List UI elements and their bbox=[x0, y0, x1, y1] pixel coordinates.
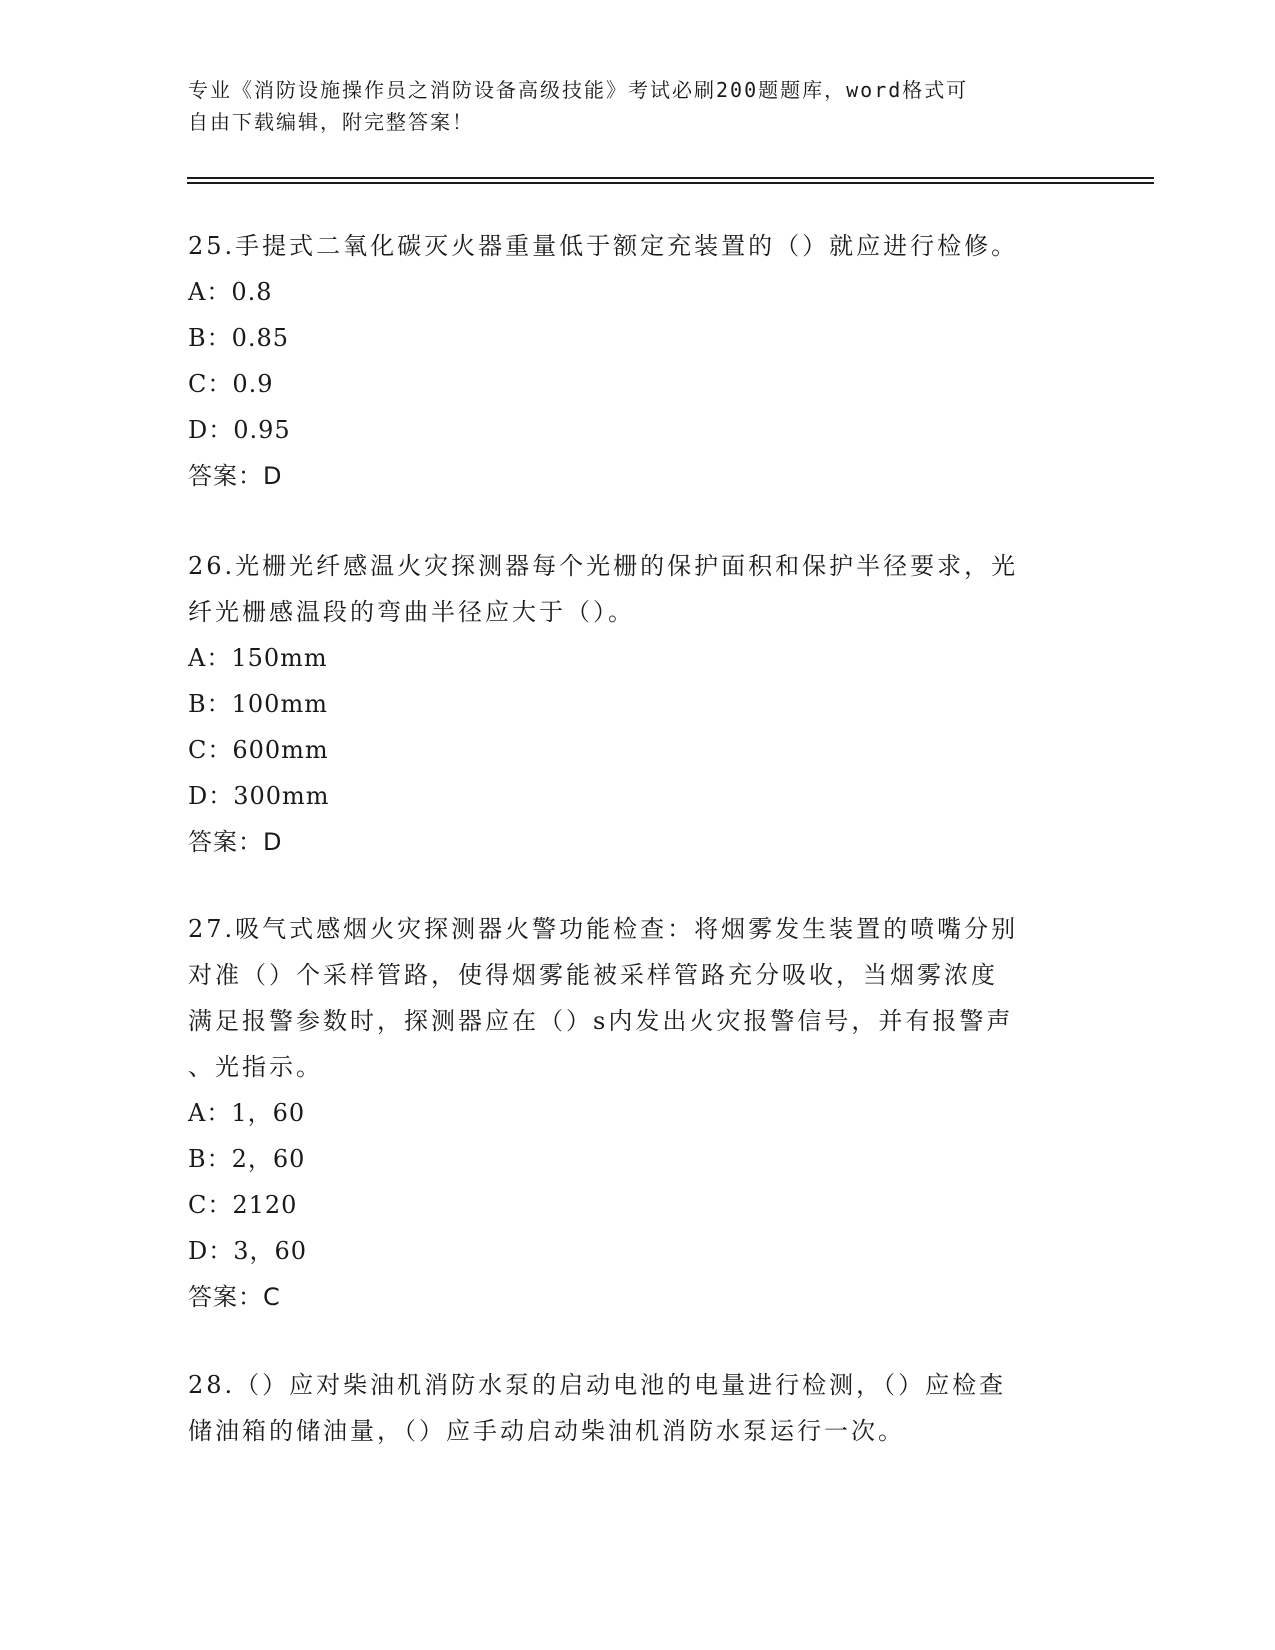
option-c: C：2120 bbox=[188, 1191, 298, 1219]
question-text-line: 纤光栅感温段的弯曲半径应大于（）。 bbox=[188, 598, 635, 626]
question-text-line: 28.（）应对柴油机消防水泵的启动电池的电量进行检测，（）应检查 bbox=[188, 1371, 1007, 1399]
option-d: D：0.95 bbox=[188, 416, 291, 444]
answer-text: 答案：D bbox=[188, 828, 283, 856]
question-text-line: 26.光栅光纤感温火灾探测器每个光栅的保护面积和保护半径要求，光 bbox=[188, 552, 1019, 580]
option-a: A：150mm bbox=[188, 644, 328, 672]
question-text-line: 满足报警参数时，探测器应在（）s内发出火灾报警信号，并有报警声 bbox=[188, 1007, 1014, 1035]
option-b: B：0.85 bbox=[188, 324, 290, 352]
question-text-line: 对准（）个采样管路，使得烟雾能被采样管路充分吸收，当烟雾浓度 bbox=[188, 961, 998, 989]
header-line-1: 专业《消防设施操作员之消防设备高级技能》考试必刷200题题库，word格式可 bbox=[188, 78, 969, 102]
header-divider-bottom bbox=[187, 182, 1154, 184]
document-header bbox=[188, 74, 1068, 138]
option-c: C：0.9 bbox=[188, 370, 274, 398]
option-d: D：3，60 bbox=[188, 1237, 308, 1265]
question-26 bbox=[188, 543, 1088, 865]
question-text-line: 储油箱的储油量，（）应手动启动柴油机消防水泵运行一次。 bbox=[188, 1417, 905, 1445]
header-divider-top bbox=[187, 177, 1154, 179]
header-line-2: 自由下载编辑，附完整答案！ bbox=[188, 110, 474, 134]
answer-text: 答案：C bbox=[188, 1283, 281, 1311]
question-28 bbox=[188, 1362, 1088, 1454]
option-d: D：300mm bbox=[188, 782, 330, 810]
question-text-line: 27.吸气式感烟火灾探测器火警功能检查：将烟雾发生装置的喷嘴分别 bbox=[188, 915, 1019, 943]
option-b: B：2，60 bbox=[188, 1145, 306, 1173]
option-c: C：600mm bbox=[188, 736, 329, 764]
option-b: B：100mm bbox=[188, 690, 328, 718]
question-27 bbox=[188, 906, 1088, 1320]
question-text-line: 、光指示。 bbox=[188, 1053, 323, 1081]
question-25 bbox=[188, 223, 1088, 499]
question-text-line: 25.手提式二氧化碳灭火器重量低于额定充装置的（）就应进行检修。 bbox=[188, 232, 1019, 260]
answer-text: 答案：D bbox=[188, 462, 283, 490]
option-a: A：0.8 bbox=[188, 278, 273, 306]
option-a: A：1，60 bbox=[188, 1099, 306, 1127]
